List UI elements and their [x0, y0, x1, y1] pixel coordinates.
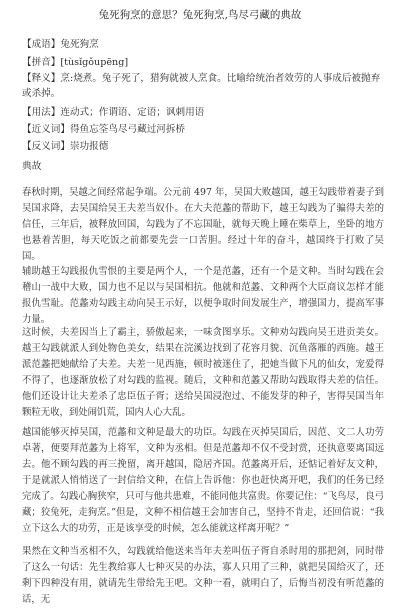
shiyi-tag: 【释义】	[22, 73, 61, 84]
fanyi-tag: 【反义词】	[22, 141, 70, 152]
paragraph-3: 这时候，夫差因当上了霸主，骄傲起来，一味贪图享乐。文种劝勾践向吴王进贡美女。越王勾践就派人到处物色美女，结果在浣溪边找到了花容月貌、沉鱼落雁的西施。越王派范蠡把她献给了夫差。夫差一见西施，顿时被迷住了，把她当做下凡的仙女，宠爱得不得了，也逐渐放松了对勾践的监视。随后，文种和范蠡又帮助勾践取得夫差的信任。他们还设计让夫差杀了忠臣伍子胥；送给吴国浸泡过、不能发芽的种子，害得吴国当年颗粒无收，到处闹饥荒，国内人心大乱。	[22, 327, 384, 418]
shiyi-value: 烹:烧煮。兔子死了，猎狗就被人烹食。比喻给统治者效劳的人事成后被抛弃或杀掉。	[22, 73, 381, 99]
yongfa-tag: 【用法】	[22, 107, 61, 118]
shiyi-line	[22, 72, 384, 101]
paragraph-1: 春秋时期，吴越之间经常起争端。公元前 497 年，吴国大败越国，越王勾践带着妻子到吴国求降，去吴国给吴王夫差当奴仆。在大夫范蠡的帮助下，越王勾践为了骗得夫差的信任，三年后，被释放回国，勾践为了不忘国耻，就每天晚上睡在柴草上，坐卧的地方也悬着苦胆，每天吃饭之前都要先尝一口苦胆。经过十年的奋斗，越国终于打败了吴国。	[22, 187, 384, 262]
chengyu-line	[22, 38, 384, 51]
paragraph-5: 果然在文种当丞相不久，勾践就给他送来当年夫差叫伍子胥自杀时用的那把剑，同时带了这么一句话：先生教给寡人七种灭吴的办法，寡人只用了三种，就把吴国给灭了，还剩下四种没有用，就请先生带给先王吧。文种一看，就明白了，后悔当初没有听范蠡的话，无	[22, 546, 384, 605]
yongfa-value: 连动式；作谓语、定语；讽刺用语	[60, 107, 205, 118]
pinyin-tag: 【拼音】	[22, 57, 61, 68]
paragraph-2: 辅助越王勾践报仇雪恨的主要是两个人，一个是范蠡，还有一个是文种。当时勾践在会稽山一战中大败，国力也不足以与吴国相抗。他就和范蠡、文种两个大臣商议怎样才能报仇雪耻。范蠡劝勾践主动向吴王示好，以便争取时间发展生产，增强国力，提高军事力量。	[22, 266, 384, 325]
chengyu-tag: 【成语】	[22, 39, 61, 50]
chengyu-value: 兔死狗烹	[60, 39, 99, 50]
jinyi-value: 得鱼忘筌鸟尽弓藏过河拆桥	[69, 124, 186, 135]
jinyi-tag: 【近义词】	[22, 124, 70, 135]
page-title: 兔死狗烹的意思？兔死狗烹,鸟尽弓藏的典故	[98, 9, 302, 21]
yongfa-line	[22, 106, 384, 119]
fanyi-value: 崇功报德	[69, 141, 109, 152]
pinyin-line	[22, 56, 384, 69]
section-title: 典故	[22, 161, 42, 172]
paragraph-4: 越国能够灭掉吴国，范蠡和文种是最大的功臣。勾践在灭掉吴国后，因范、文二人功劳卓著，便要拜范蠡为上将军，文种为丞相。但是范蠡却不仅不受封赏，还执意要离国远去。他不顾勾践的再三挽留，离开越国，隐居齐国。范蠡离开后，还惦记着好友文种，于是就派人悄悄送了一封信给文种，在信上告诉他：你也赶快离开吧，我们的任务已经完成了。勾践心胸狭窄，只可与他共患难，不能同他共富贵。你要记住：“飞鸟尽，良弓藏；狡兔死，走狗烹。”但是，文种不相信越王会加害自己，坚持不肯走，还回信说：“我立下这么大的功劳，正是该享受的时候，怎么能就这样离开呢？”	[22, 427, 384, 534]
jinyi-line	[22, 123, 384, 136]
fanyi-line	[22, 140, 384, 153]
pinyin-value: [tùsǐgǒupēng]	[60, 57, 129, 68]
